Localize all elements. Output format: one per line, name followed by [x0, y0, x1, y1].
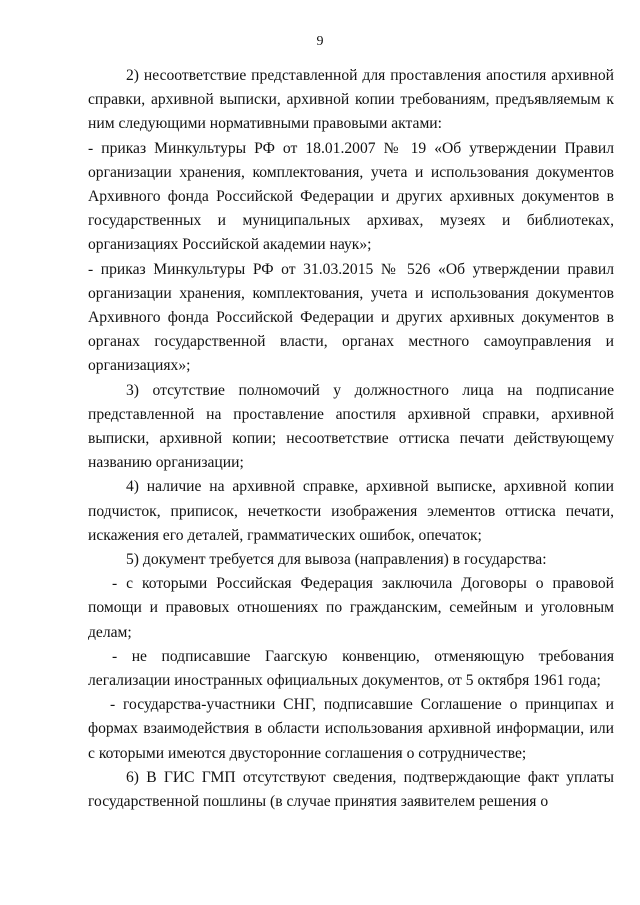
paragraph-item-5-export: 5) документ требуется для вывоза (направления) в государства: [126, 551, 547, 569]
paragraph-cis-states: - государства-участники СНГ, подписавшие Соглашение о принципах и формах взаимодействия в области использования архивной информации, или с которыми имеются двусторонние соглашения о сотрудничестве; [88, 696, 614, 762]
paragraph-item-3-authority: 3) отсутствие полномочий у должностного лица на подписание представленной на проставление апостиля архивной справки, архивной выписки, архивной копии; несоответствие оттиска печати действующему названию организации; [88, 381, 614, 472]
paragraph-order-526: - приказ Минкультуры РФ от 31.03.2015 № 526 «Об утверждении правил организации хранения, комплектования, учета и использования документов Архивного фонда Российской Федерации и других архивных документов в органах государственной власти, органах местного самоуправления и организациях»; [88, 260, 614, 375]
paragraph-item-6-fee: 6) В ГИС ГМП отсутствуют сведения, подтверждающие факт уплаты государственной пошлины (в случае принятия заявителем решения о [88, 768, 614, 811]
paragraph-hague-convention: - не подписавшие Гаагскую конвенцию, отменяющую требования легализации иностранных официальных документов, от 5 октября 1961 года; [88, 647, 614, 690]
document-body [88, 64, 614, 814]
paragraph-item-4-defects: 4) наличие на архивной справке, архивной выписке, архивной копии подчисток, приписок, нечеткости изображения элементов оттиска печати, искажения его деталей, грамматических ошибок, опечаток; [88, 478, 614, 544]
paragraph-legal-aid-treaties: - с которыми Российская Федерация заключила Договоры о правовой помощи и правовых отношениях по гражданским, семейным и уголовным делам; [88, 575, 614, 641]
paragraph-order-19: - приказ Минкультуры РФ от 18.01.2007 № 19 «Об утверждении Правил организации хранения, комплектования, учета и использования документов Архивного фонда Российской Федерации и других архивных документов в государственных и муниципальных архивах, музеях и библиотеках, организациях Российской академии наук»; [88, 139, 614, 254]
page-number: 9 [316, 34, 324, 49]
paragraph-item-2-mismatch: 2) несоответствие представленной для проставления апостиля архивной справки, архивной выписки, архивной копии требованиям, предъявляемым к ним следующими нормативными правовыми актами: [88, 67, 614, 133]
